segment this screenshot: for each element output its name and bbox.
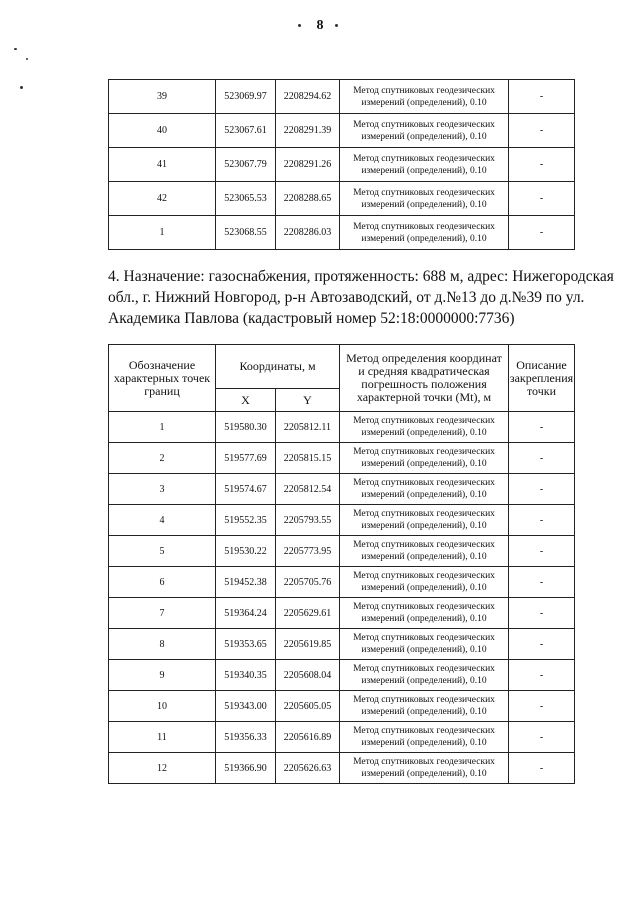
point-number-cell: 3 xyxy=(109,474,216,505)
y-coordinate-cell: 2205605.05 xyxy=(276,691,340,722)
y-coordinate-cell: 2208288.65 xyxy=(276,182,340,216)
y-coordinate-cell: 2205812.11 xyxy=(276,412,340,443)
table-body xyxy=(109,80,575,250)
paragraph-line: 4. Назначение: газоснабжения, протяженность: 688 м, адрес: Нижегородская xyxy=(108,268,614,285)
method-line: Метод спутниковых геодезических xyxy=(353,416,495,426)
table-row xyxy=(109,474,575,505)
page-number: 8 xyxy=(316,18,324,33)
table-row xyxy=(109,567,575,598)
y-coordinate-cell: 2208286.03 xyxy=(276,216,340,250)
table-row xyxy=(109,182,575,216)
header-description xyxy=(509,345,575,412)
x-coordinate-cell: 523069.97 xyxy=(216,80,276,114)
method-line: измерений (определений), 0.10 xyxy=(361,165,487,176)
description-cell: - xyxy=(509,216,575,250)
coordinates-table-continued xyxy=(108,79,575,250)
y-coordinate-cell: 2205619.85 xyxy=(276,629,340,660)
header-point-designation xyxy=(109,345,216,412)
x-coordinate-cell: 523065.53 xyxy=(216,182,276,216)
point-number-cell: 4 xyxy=(109,505,216,536)
table-row xyxy=(109,722,575,753)
method-cell xyxy=(340,598,509,629)
table-row xyxy=(109,443,575,474)
method-line: Метод спутниковых геодезических xyxy=(353,447,495,457)
method-line: Метод спутниковых геодезических xyxy=(353,478,495,488)
table-row xyxy=(109,691,575,722)
header-line: и средняя квадратическая xyxy=(358,364,490,378)
method-line: Метод спутниковых геодезических xyxy=(353,602,495,612)
header-line: погрешность положения xyxy=(361,377,487,391)
method-cell xyxy=(340,505,509,536)
table-row xyxy=(109,753,575,784)
description-cell: - xyxy=(509,660,575,691)
method-line: Метод спутниковых геодезических xyxy=(353,633,495,643)
description-cell: - xyxy=(509,80,575,114)
method-line: измерений (определений), 0.10 xyxy=(361,583,487,593)
x-coordinate-cell: 519353.65 xyxy=(216,629,276,660)
x-coordinate-cell: 519356.33 xyxy=(216,722,276,753)
point-number-cell: 12 xyxy=(109,753,216,784)
method-cell xyxy=(340,474,509,505)
point-number-cell: 7 xyxy=(109,598,216,629)
point-number-cell: 2 xyxy=(109,443,216,474)
method-line: измерений (определений), 0.10 xyxy=(361,521,487,531)
method-line: Метод спутниковых геодезических xyxy=(353,187,495,198)
method-line: измерений (определений), 0.10 xyxy=(361,707,487,717)
header-line: Метод определения координат xyxy=(346,351,502,365)
point-number-cell: 39 xyxy=(109,80,216,114)
description-cell: - xyxy=(509,182,575,216)
table-header xyxy=(109,345,575,412)
header-line: характерной точки (Mt), м xyxy=(356,390,492,404)
x-coordinate-cell: 519364.24 xyxy=(216,598,276,629)
header-y: Y xyxy=(276,389,340,412)
x-coordinate-cell: 519340.35 xyxy=(216,660,276,691)
method-line: измерений (определений), 0.10 xyxy=(361,738,487,748)
method-cell xyxy=(340,567,509,598)
x-coordinate-cell: 519577.69 xyxy=(216,443,276,474)
method-cell xyxy=(340,629,509,660)
method-cell xyxy=(340,691,509,722)
description-cell: - xyxy=(509,443,575,474)
y-coordinate-cell: 2205815.15 xyxy=(276,443,340,474)
table-row xyxy=(109,505,575,536)
point-number-cell: 11 xyxy=(109,722,216,753)
y-coordinate-cell: 2205626.63 xyxy=(276,753,340,784)
table-row xyxy=(109,114,575,148)
method-line: Метод спутниковых геодезических xyxy=(353,571,495,581)
coordinates-table xyxy=(108,344,575,784)
method-line: измерений (определений), 0.10 xyxy=(361,769,487,779)
y-coordinate-cell: 2205812.54 xyxy=(276,474,340,505)
x-coordinate-cell: 523067.79 xyxy=(216,148,276,182)
header-line: Описание xyxy=(516,357,567,372)
method-line: измерений (определений), 0.10 xyxy=(361,459,487,469)
header-line: закрепления xyxy=(509,370,574,385)
method-line: Метод спутниковых геодезических xyxy=(353,726,495,736)
table-row xyxy=(109,216,575,250)
method-line: Метод спутниковых геодезических xyxy=(353,85,495,96)
point-number-cell: 6 xyxy=(109,567,216,598)
header-line: точки xyxy=(526,383,557,398)
description-cell: - xyxy=(509,148,575,182)
method-cell xyxy=(340,80,509,114)
method-line: Метод спутниковых геодезических xyxy=(353,540,495,550)
method-line: измерений (определений), 0.10 xyxy=(361,614,487,624)
description-cell: - xyxy=(509,474,575,505)
point-number-cell: 42 xyxy=(109,182,216,216)
method-cell xyxy=(340,753,509,784)
x-coordinate-cell: 523068.55 xyxy=(216,216,276,250)
method-line: Метод спутниковых геодезических xyxy=(353,119,495,130)
method-cell xyxy=(340,216,509,250)
point-number-cell: 10 xyxy=(109,691,216,722)
method-cell xyxy=(340,114,509,148)
method-cell xyxy=(340,660,509,691)
method-line: Метод спутниковых геодезических xyxy=(353,221,495,232)
point-number-cell: 1 xyxy=(109,412,216,443)
method-line: Метод спутниковых геодезических xyxy=(353,509,495,519)
description-cell: - xyxy=(509,598,575,629)
method-cell xyxy=(340,412,509,443)
y-coordinate-cell: 2205773.95 xyxy=(276,536,340,567)
header-line: границ xyxy=(144,383,180,398)
scan-speck xyxy=(26,58,28,60)
method-line: измерений (определений), 0.10 xyxy=(361,645,487,655)
y-coordinate-cell: 2208291.39 xyxy=(276,114,340,148)
method-line: Метод спутниковых геодезических xyxy=(353,664,495,674)
scan-speck xyxy=(14,48,17,50)
header-x: X xyxy=(216,389,276,412)
x-coordinate-cell: 519552.35 xyxy=(216,505,276,536)
header-line: характерных точек xyxy=(113,370,211,385)
x-coordinate-cell: 519580.30 xyxy=(216,412,276,443)
method-line: измерений (определений), 0.10 xyxy=(361,199,487,210)
description-cell: - xyxy=(509,412,575,443)
table-row xyxy=(109,660,575,691)
header-line: Обозначение xyxy=(128,357,196,372)
method-line: измерений (определений), 0.10 xyxy=(361,552,487,562)
method-cell xyxy=(340,443,509,474)
paragraph-line: обл., г. Нижний Новгород, р-н Автозаводский, от д.№13 до д.№39 по ул. xyxy=(108,289,585,306)
header-coordinates: Координаты, м xyxy=(216,345,340,389)
x-coordinate-cell: 519452.38 xyxy=(216,567,276,598)
description-cell: - xyxy=(509,536,575,567)
method-cell xyxy=(340,722,509,753)
method-line: измерений (определений), 0.10 xyxy=(361,131,487,142)
header-method xyxy=(340,345,509,412)
point-number-cell: 5 xyxy=(109,536,216,567)
y-coordinate-cell: 2205608.04 xyxy=(276,660,340,691)
y-coordinate-cell: 2208294.62 xyxy=(276,80,340,114)
section-paragraph xyxy=(108,266,614,329)
method-line: измерений (определений), 0.10 xyxy=(361,490,487,500)
point-number-cell: 9 xyxy=(109,660,216,691)
y-coordinate-cell: 2205629.61 xyxy=(276,598,340,629)
method-cell xyxy=(340,182,509,216)
table-row xyxy=(109,536,575,567)
method-line: Метод спутниковых геодезических xyxy=(353,153,495,164)
description-cell: - xyxy=(509,114,575,148)
y-coordinate-cell: 2205793.55 xyxy=(276,505,340,536)
method-line: Метод спутниковых геодезических xyxy=(353,757,495,767)
method-cell xyxy=(340,536,509,567)
point-number-cell: 40 xyxy=(109,114,216,148)
y-coordinate-cell: 2208291.26 xyxy=(276,148,340,182)
table-row xyxy=(109,412,575,443)
method-line: измерений (определений), 0.10 xyxy=(361,428,487,438)
x-coordinate-cell: 519343.00 xyxy=(216,691,276,722)
x-coordinate-cell: 519366.90 xyxy=(216,753,276,784)
method-line: измерений (определений), 0.10 xyxy=(361,676,487,686)
method-line: Метод спутниковых геодезических xyxy=(353,695,495,705)
description-cell: - xyxy=(509,505,575,536)
point-number-cell: 1 xyxy=(109,216,216,250)
table-row xyxy=(109,598,575,629)
x-coordinate-cell: 519530.22 xyxy=(216,536,276,567)
table-row xyxy=(109,629,575,660)
table-row xyxy=(109,148,575,182)
method-line: измерений (определений), 0.10 xyxy=(361,97,487,108)
point-number-cell: 8 xyxy=(109,629,216,660)
description-cell: - xyxy=(509,753,575,784)
method-line: измерений (определений), 0.10 xyxy=(361,233,487,244)
y-coordinate-cell: 2205616.89 xyxy=(276,722,340,753)
paragraph-line: Академика Павлова (кадастровый номер 52:18:0000000:7736) xyxy=(108,310,515,327)
scan-speck xyxy=(20,86,23,89)
x-coordinate-cell: 523067.61 xyxy=(216,114,276,148)
method-cell xyxy=(340,148,509,182)
x-coordinate-cell: 519574.67 xyxy=(216,474,276,505)
description-cell: - xyxy=(509,567,575,598)
description-cell: - xyxy=(509,722,575,753)
table-row xyxy=(109,80,575,114)
description-cell: - xyxy=(509,691,575,722)
description-cell: - xyxy=(509,629,575,660)
point-number-cell: 41 xyxy=(109,148,216,182)
y-coordinate-cell: 2205705.76 xyxy=(276,567,340,598)
table-body xyxy=(109,412,575,784)
